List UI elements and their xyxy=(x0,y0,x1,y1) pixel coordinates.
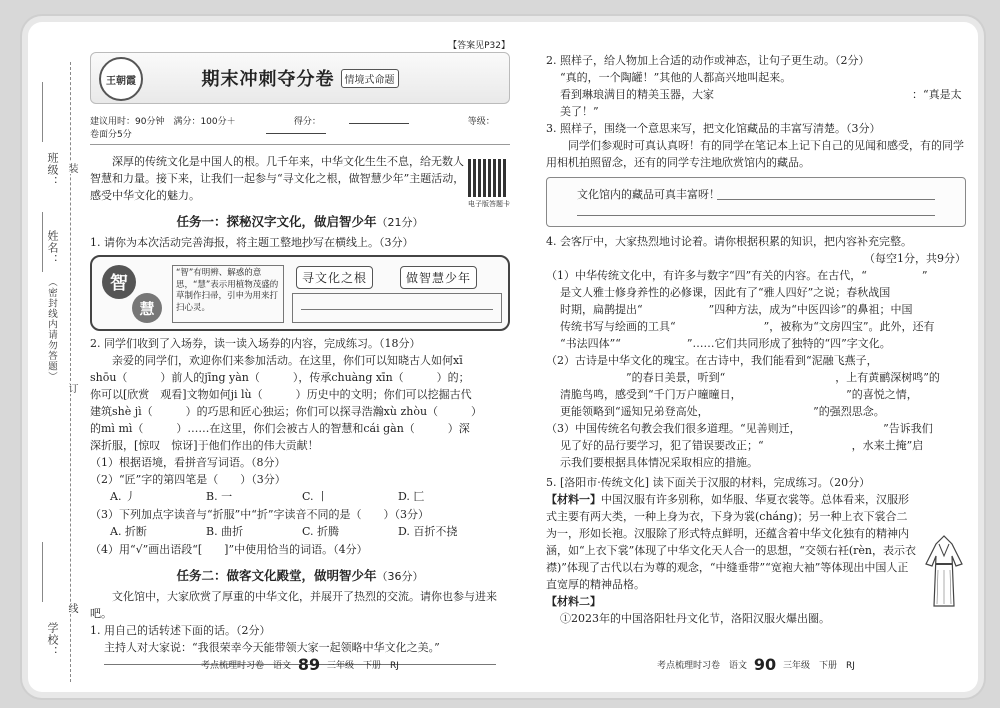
q2-options-1 xyxy=(90,488,510,506)
task2-q1-text: 主持人对大家说：“我很荣幸今天能带领大家一起领略中华文化之美。” xyxy=(104,641,440,654)
q2-line: 你可以[欣赏 观看]文物如何ji lù（ ）历史中的文明；你们可以挖掘古代 xyxy=(90,388,472,401)
q2-fill[interactable]: 看到琳琅满目的精美玉器，大家 ：“真是太美了！” xyxy=(560,88,962,118)
poster xyxy=(90,255,510,331)
brand-logo-icon: 王朝霞 xyxy=(99,57,143,101)
poster-answer-box[interactable] xyxy=(292,293,502,323)
answer-ref: 【答案见P32】 xyxy=(448,41,510,51)
option[interactable]: B. 曲折 xyxy=(206,525,244,538)
zhi-char: 智 xyxy=(102,265,136,299)
option[interactable]: C. 丨 xyxy=(302,490,329,503)
right-question-2: 2. 照样子，给人物加上合适的动作或神态，让句子更生动。（2分） xyxy=(546,54,870,67)
option[interactable]: A. 折断 xyxy=(110,525,147,538)
page-number: 89 xyxy=(297,655,321,674)
name-label: 姓名： xyxy=(46,230,59,266)
option[interactable]: D. 百折不挠 xyxy=(398,525,458,538)
q4-line: （2）古诗是中华文化的瑰宝。在古诗中，我们能看到“泥融飞燕子， xyxy=(546,354,878,367)
poster-tag-1: 寻文化之根 xyxy=(296,266,373,289)
right-page xyxy=(546,52,966,672)
q2-line: 深折服，[惊叹 惊讶]于他们作出的伟大贡献！ xyxy=(90,439,319,452)
seal-word-2: 订 xyxy=(66,383,77,393)
q4-line: 传统书写与绘画的工具“ ”，被称为“文房四宝”。此外，还有 xyxy=(560,320,935,333)
material-1-text: 中国汉服有许多别称，如华服、华夏衣裳等。总体看来，汉服形式主要有两大类，一种上身为衣，下身为裳(cháng)；另一种上衣下裳合二为一，形如长袍。汉服除了形式特点鲜明，还蕴含着中华文化独有的精神内涵，如“上衣下裳”体现了中华文化天人合一的思想，“交领右衽(rèn，表示衣襟)”体现了古代以右为尊的观念，“中缝垂带”“宽袍大袖”等体现出中国人正直宽厚的精神品格。 xyxy=(546,493,917,591)
seal-word-1: 装 xyxy=(66,163,77,173)
material-2-text: ①2023年的中国洛阳牡丹文化节，洛阳汉服火爆出圈。 xyxy=(560,612,830,625)
task2-points: （36分） xyxy=(376,570,424,583)
footer-grade: 三年级 下册 RJ xyxy=(783,661,855,671)
q2-sub-2: （2）“匠”字的第四笔是（ ）（3分） xyxy=(90,473,286,486)
q4-line: 清脆鸟鸣，感受到“千门万户曈曈日， ”的喜悦之情， xyxy=(560,388,918,401)
q4-line: 时期，扁鹊提出“ ”四种方法，成为“中医四诊”的鼻祖；中国 xyxy=(560,303,913,316)
q2-example: “真的，一个陶罐！”其他的人都高兴地叫起来。 xyxy=(560,71,792,84)
q4-points: （每空1分，共9分） xyxy=(864,252,966,265)
q2-line: 的mì mì（ ）……在这里，你们会被古人的智慧和cái gàn（ ）深 xyxy=(90,422,470,435)
right-question-3: 3. 照样子，围绕一个意思来写，把文化馆藏品的丰富写清楚。（3分） xyxy=(546,122,881,135)
seal-note: （密封线内请勿答题） xyxy=(46,277,57,382)
footer-text: 考点梳理时习卷 语文 xyxy=(657,661,748,671)
school-blank[interactable] xyxy=(42,542,43,602)
page-footer-right xyxy=(546,655,966,674)
hui-char: 慧 xyxy=(132,293,162,323)
qr-code-icon[interactable] xyxy=(468,159,506,197)
q4-line: 示我们要根据具体情况采取相应的措施。 xyxy=(560,456,758,469)
hanfu-illustration-icon xyxy=(922,530,966,610)
q4-line: （1）中华传统文化中，有许多与数字“四”有关的内容。在古代，“ ” xyxy=(546,269,928,282)
q2-line: 建筑shè jì（ ）的巧思和匠心独运；你们可以探寻浩瀚xù zhòu（ ） xyxy=(90,405,483,418)
task2-question-1: 1. 用自己的话转述下面的话。（2分） xyxy=(90,624,271,637)
q4-line: 见了好的品行要学习，犯了错误要改正；“ ，水来土掩”启 xyxy=(560,439,924,452)
score-label: 得分： xyxy=(293,117,321,127)
question-1: 1. 请你为本次活动完善海报，将主题工整地抄写在横线上。（3分） xyxy=(90,236,414,249)
q4-line: 更能领略到“遥知兄弟登高处， ”的强烈思念。 xyxy=(560,405,885,418)
option[interactable]: B. 一 xyxy=(206,490,233,503)
material-1 xyxy=(546,491,918,593)
q2-options-2 xyxy=(90,523,510,541)
poster-note: “智”有明辨、解惑的意思，“慧”表示用植物茂盛的草制作扫帚，引申为用来打扫心灵。 xyxy=(172,265,284,323)
q3-answer-box[interactable] xyxy=(546,177,966,227)
exam-sheet xyxy=(28,22,978,692)
seal-word-3: 线 xyxy=(66,603,77,613)
task1-points: （21分） xyxy=(376,216,424,229)
task1-heading xyxy=(90,212,510,230)
q2-sub-3: （3）下列加点字读音与“折服”中“折”字读音不同的是（ ）（3分） xyxy=(90,508,429,521)
option[interactable]: D. 匚 xyxy=(398,490,425,503)
binding-margin xyxy=(28,62,88,682)
q2-line: shōu（ ）前人的jīng yàn（ ），传承chuàng xīn（ ）的； xyxy=(90,371,470,384)
option[interactable]: A. 丿 xyxy=(110,490,136,503)
right-question-5: 5. [洛阳市·传统文化] 读下面关于汉服的材料，完成练习。（20分） xyxy=(546,476,871,489)
intro-text: 深厚的传统文化是中国人的根。几千年来，中华文化生生不息，给无数人智慧和力量。接下来，让我们一起参与“寻文化之根，做智慧少年”主题活动，感受中华文化的魅力。 xyxy=(90,155,465,202)
time-info: 建议用时：90分钟 满分：100分＋卷面分5分 xyxy=(90,117,236,140)
q3-box-text: 文化馆内的藏品可真丰富呀！ xyxy=(577,188,720,201)
qr-caption: 电子版答题卡 xyxy=(468,200,510,208)
level-field[interactable] xyxy=(266,133,326,134)
page-title: 期末冲刺夺分卷 xyxy=(201,69,335,90)
seal-line xyxy=(70,62,71,682)
q4-line: （3）中国传统名句教会我们很多道理。“见善则迁， ”告诉我们 xyxy=(546,422,933,435)
task2-title: 任务二：做客文化殿堂，做明智少年 xyxy=(176,568,377,583)
footer-grade: 三年级 下册 RJ xyxy=(327,661,399,671)
page-footer-left xyxy=(90,655,510,674)
q4-line: “书法四体”“ ”……它们共同形成了独特的“四”字文化。 xyxy=(560,337,891,350)
material-1-label: 【材料一】 xyxy=(546,493,601,506)
task2-intro: 文化馆中，大家欣赏了厚重的中华文化，并展开了热烈的交流。请你也参与进来吧。 xyxy=(90,590,497,620)
info-row xyxy=(90,114,510,145)
school-label: 学校： xyxy=(46,622,59,658)
right-question-4: 4. 会客厅中，大家热烈地讨论着。请你根据积累的知识，把内容补充完整。 xyxy=(546,235,912,248)
footer-text: 考点梳理时习卷 语文 xyxy=(201,661,292,671)
title-badge: 情境式命题 xyxy=(341,69,399,88)
q4-line: 是文人雅士修身养性的必修课，因此有了“雅人四好”之说；春秋战国 xyxy=(560,286,891,299)
material-2-label: 【材料二】 xyxy=(546,595,601,608)
score-field[interactable] xyxy=(349,123,409,124)
q2-sub-4: （4）用“√”画出语段“[ ]”中使用恰当的词语。（4分） xyxy=(90,543,368,556)
class-label: 班级： xyxy=(46,152,59,188)
title-banner xyxy=(90,52,510,104)
poster-tag-2: 做智慧少年 xyxy=(400,266,477,289)
q2-sub-1: （1）根据语境，看拼音写词语。（8分） xyxy=(90,456,286,469)
name-blank[interactable] xyxy=(42,212,43,272)
left-page xyxy=(90,41,510,674)
page-number: 90 xyxy=(753,655,777,674)
task2-heading xyxy=(90,566,510,584)
q2-line: 亲爱的同学们，欢迎你们来参加活动。在这里，你们可以知晓古人如何xī xyxy=(112,354,463,367)
task1-title: 任务一：探秘汉字文化，做启智少年 xyxy=(176,214,377,229)
level-label: 等级： xyxy=(467,117,495,127)
option[interactable]: C. 折腾 xyxy=(302,525,340,538)
class-blank[interactable] xyxy=(42,82,43,142)
question-2: 2. 同学们收到了入场券，读一读入场券的内容，完成练习。（18分） xyxy=(90,337,421,350)
q3-text: 同学们参观时可真认真呀！有的同学在笔记本上记下自己的见闻和感受，有的同学用相机拍照留念，还有的同学专注地欣赏馆内的藏品。 xyxy=(546,139,964,169)
q4-line: ”的春日美景，听到“ ，上有黄鹂深树鸣”的 xyxy=(560,371,940,384)
